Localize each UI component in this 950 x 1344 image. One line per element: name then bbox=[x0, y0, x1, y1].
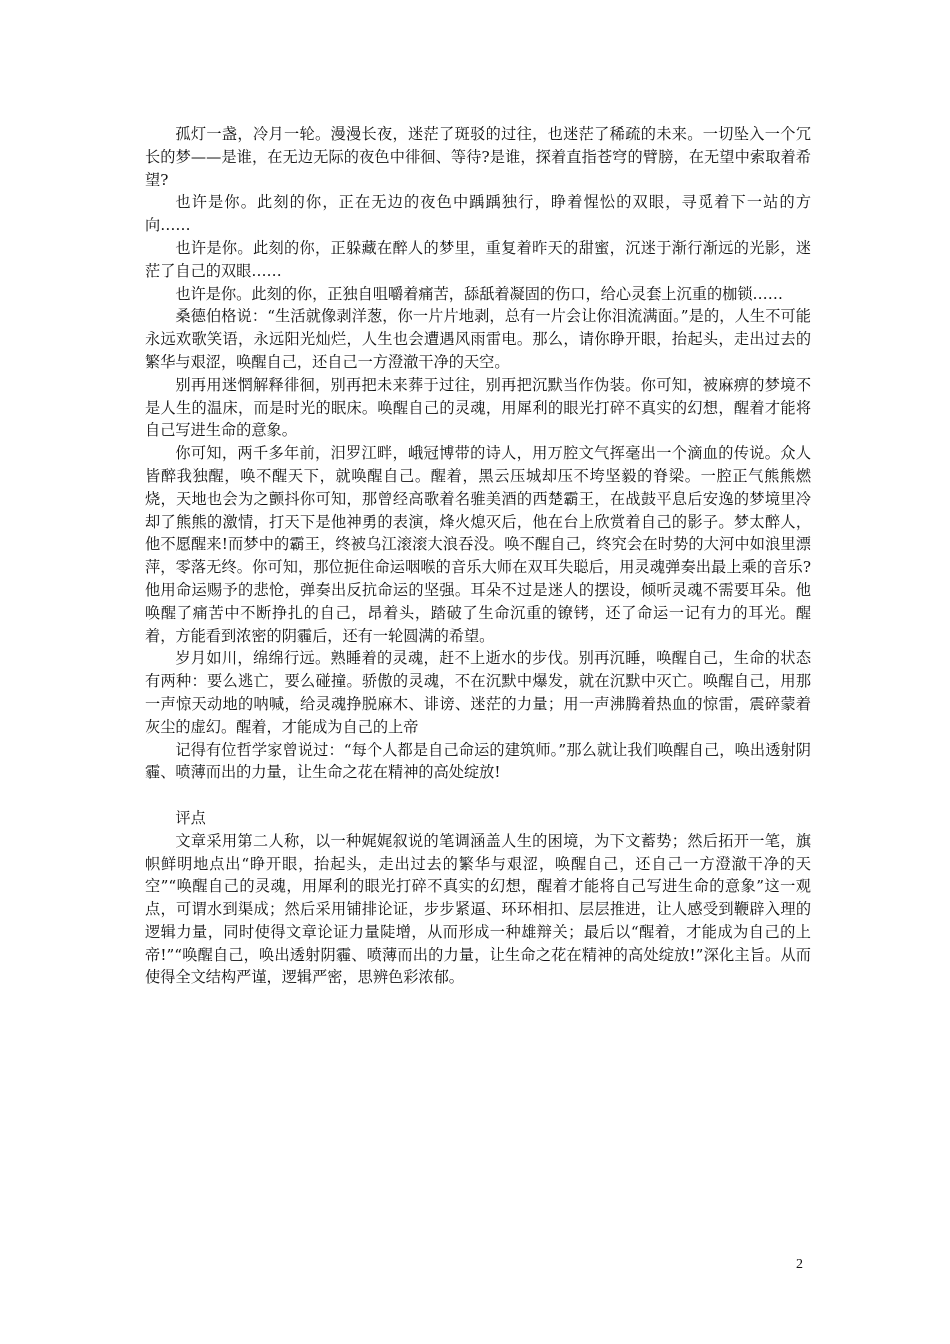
paragraph-5: 桑德伯格说：“生活就像剥洋葱，你一片片地剥，总有一片会让你泪流满面。”是的，人生不可能永远欢歌笑语，永远阳光灿烂，人生也会遭遇风雨雷电。那么，请你睁开眼，抬起头，走出过去的繁华与艰涩，唤醒自己，还自己一方澄澈干净的天空。 bbox=[145, 307, 811, 371]
paragraph-3: 也许是你。此刻的你，正躲藏在醉人的梦里，重复着昨天的甜蜜，沉迷于渐行渐远的光影，迷茫了自己的双眼…… bbox=[145, 238, 811, 280]
paragraph-4: 也许是你。此刻的你，正独自咀嚼着痛苦，舔舐着凝固的伤口，给心灵套上沉重的枷锁…… bbox=[175, 284, 783, 303]
paragraph-9: 记得有位哲学家曾说过：“每个人都是自己命运的建筑师。”那么就让我们唤醒自己，唤出透射阴霾、喷薄而出的力量，让生命之花在精神的高处绽放! bbox=[145, 740, 811, 782]
page-number: 2 bbox=[796, 1257, 803, 1272]
comment-heading: 评点 bbox=[175, 808, 206, 827]
paragraph-8: 岁月如川，绵绵行远。熟睡着的灵魂，赶不上逝水的步伐。别再沉睡，唤醒自己，生命的状态有两种：要么逃亡，要么碰撞。骄傲的灵魂，不在沉默中爆发，就在沉默中灭亡。唤醒自己，用那一声惊天动地的呐喊，给灵魂挣脱麻木、诽谤、迷茫的力量；用一声沸腾着热血的惊雷，震碎蒙着灰尘的虚幻。醒着，才能成为自己的上帝 bbox=[145, 649, 811, 736]
paragraph-1: 孤灯一盏，冷月一轮。漫漫长夜，迷茫了斑驳的过往，也迷茫了稀疏的未来。一切坠入一个冗长的梦——是谁，在无边无际的夜色中徘徊、等待?是谁，探着直指苍穹的臂膀，在无望中索取着希望? bbox=[145, 125, 811, 189]
comment-body: 文章采用第二人称，以一种娓娓叙说的笔调涵盖人生的困境，为下文蓄势；然后拓开一笔，旗帜鲜明地点出“睁开眼，抬起头，走出过去的繁华与艰涩，唤醒自己，还自己一方澄澈干净的天空”“唤醒自己的灵魂，用犀利的眼光打碎不真实的幻想，醒着才能将自己写进生命的意象”这一观点，可谓水到渠成；然后采用铺排论证，步步紧逼、环环相扣、层层推进，让人感受到鞭辟入理的逻辑力量，同时使得文章论证力量陡增，从而形成一种雄辩关；最后以“醒着，才能成为自己的上帝!”“唤醒自己，唤出透射阴霾、喷薄而出的力量，让生命之花在精神的高处绽放!”深化主旨。从而使得全文结构严谨，逻辑严密，思辨色彩浓郁。 bbox=[145, 831, 811, 987]
paragraph-7: 你可知，两千多年前，汨罗江畔，峨冠博带的诗人，用万腔文气挥毫出一个滴血的传说。众人皆醉我独醒，唤不醒天下，就唤醒自己。醒着，黑云压城却压不垮坚毅的脊梁。一腔正气熊熊燃烧，天地也会为之颤抖你可知，那曾经高歌着名骓美酒的西楚霸王，在战鼓平息后安逸的梦境里冷却了熊熊的激情，打天下是他神勇的表演，烽火熄灭后，他在台上欣赏着自己的影子。梦太醉人，他不愿醒来!而梦中的霸王，终被乌江滚滚大浪吞没。唤不醒自己，终究会在时势的大河中如浪里漂萍，零落无终。你可知，那位扼住命运咽喉的音乐大师在双耳失聪后，用灵魂弹奏出最上乘的音乐?他用命运赐予的悲怆，弹奏出反抗命运的坚强。耳朵不过是迷人的摆设，倾听灵魂不需要耳朵。他唤醒了痛苦中不断挣扎的自己，昂着头，踏破了生命沉重的镣铐，还了命运一记有力的耳光。醒着，方能看到浓密的阴霾后，还有一轮圆满的希望。 bbox=[145, 444, 811, 645]
paragraph-6: 别再用迷惘解释徘徊，别再把未来葬于过往，别再把沉默当作伪装。你可知，被麻痹的梦境不是人生的温床，而是时光的眠床。唤醒自己的灵魂，用犀利的眼光打碎不真实的幻想，醒着才能将自己写进生命的意象。 bbox=[145, 375, 811, 440]
paragraph-2: 也许是你。此刻的你，正在无边的夜色中踽踽独行，睁着惺忪的双眼，寻觅着下一站的方向…… bbox=[145, 193, 811, 235]
essay-body bbox=[145, 123, 811, 989]
